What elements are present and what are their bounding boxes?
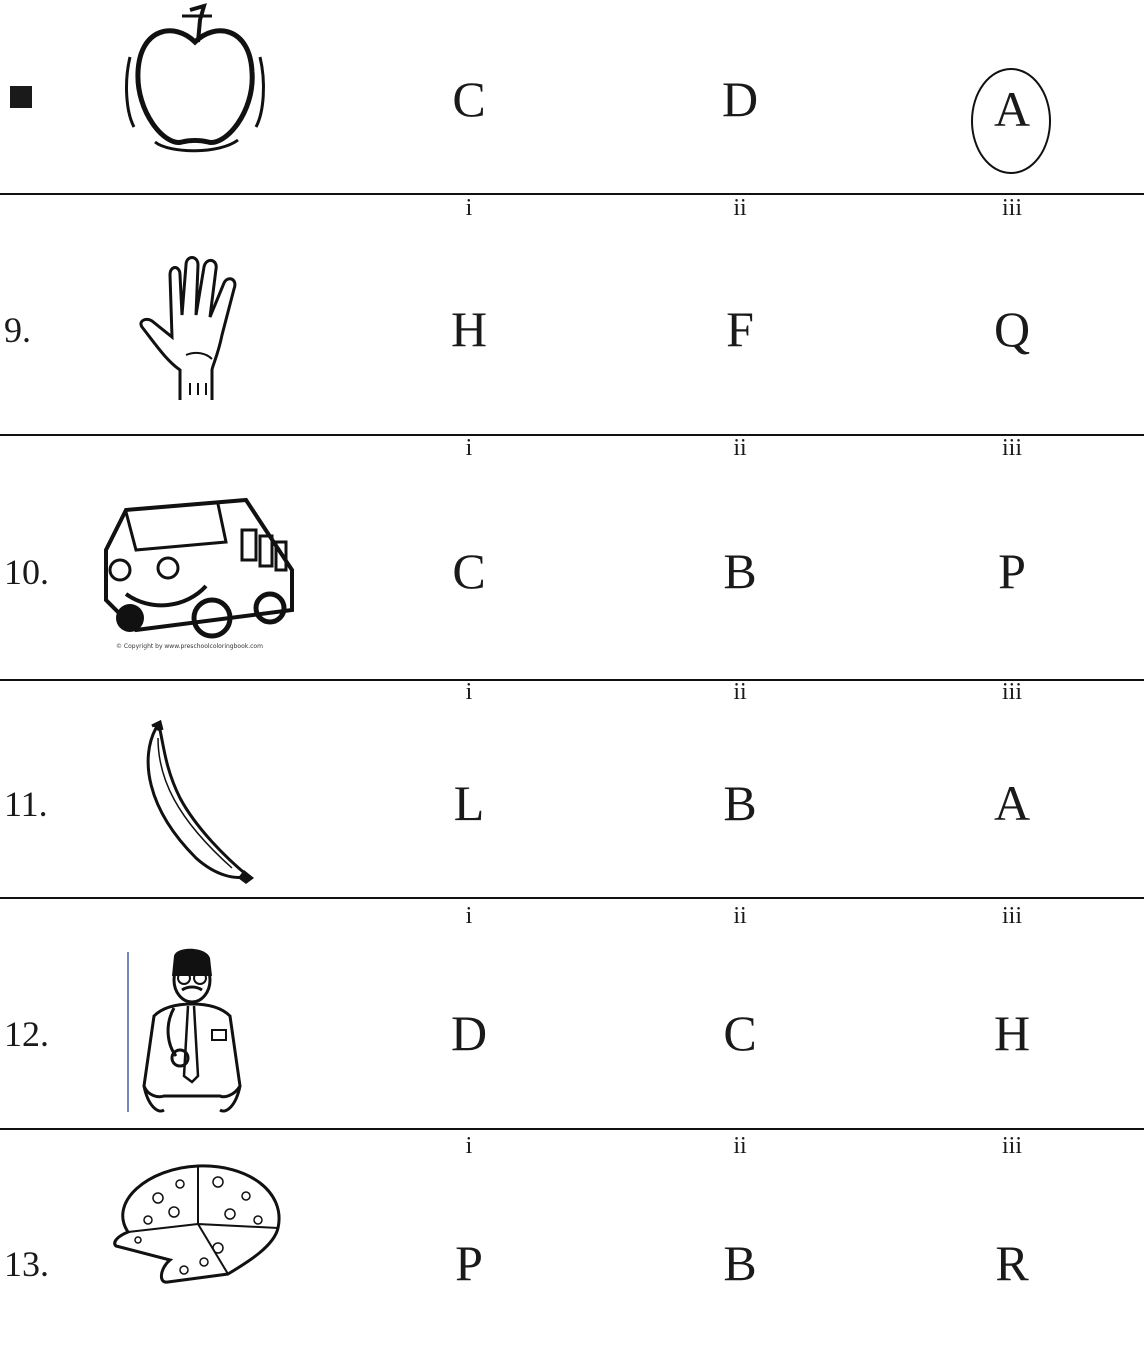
- choice-letter: P: [455, 1235, 483, 1291]
- question-number: 12.: [4, 1014, 49, 1054]
- option-label: i: [465, 1133, 473, 1159]
- question-number: 11.: [4, 784, 48, 824]
- choice-letter: B: [723, 1235, 757, 1291]
- option-label: ii: [733, 679, 747, 705]
- choice-letter: Q: [993, 301, 1031, 357]
- choice-letter: P: [998, 543, 1026, 599]
- choice-letter: C: [452, 71, 486, 127]
- choice-letter: A: [993, 775, 1031, 831]
- option-label: ii: [733, 195, 747, 221]
- choice-letter: B: [723, 543, 757, 599]
- row-divider: [0, 897, 1144, 899]
- choice-letter: H: [993, 1005, 1031, 1061]
- example-bullet: [10, 86, 32, 108]
- bus-picture: [96, 490, 300, 650]
- row-divider: [0, 434, 1144, 436]
- apple-picture: [120, 2, 270, 157]
- choice-letter: F: [726, 301, 754, 357]
- choice-letter: C: [723, 1005, 757, 1061]
- choice-letter: L: [453, 775, 485, 831]
- doctor-picture: [124, 946, 254, 1118]
- choice-letter: D: [450, 1005, 488, 1061]
- choice-letter: C: [452, 543, 486, 599]
- option-label: ii: [733, 1133, 747, 1159]
- option-label: ii: [733, 903, 747, 929]
- choice-letter: R: [995, 1235, 1029, 1291]
- row-divider: [0, 1128, 1144, 1130]
- option-label: iii: [1001, 195, 1022, 221]
- option-label: iii: [1001, 679, 1022, 705]
- option-label: i: [465, 903, 473, 929]
- choice-letter: D: [721, 71, 759, 127]
- choice-letter: H: [450, 301, 488, 357]
- question-number: 9.: [4, 310, 31, 350]
- banana-picture: [136, 718, 262, 886]
- option-label: iii: [1001, 903, 1022, 929]
- option-label: ii: [733, 435, 747, 461]
- option-label: i: [465, 435, 473, 461]
- option-label: i: [465, 195, 473, 221]
- row-divider: [0, 193, 1144, 195]
- pizza-picture: [108, 1162, 284, 1288]
- option-label: iii: [1001, 1133, 1022, 1159]
- row-divider: [0, 679, 1144, 681]
- answer-circle: [971, 68, 1051, 174]
- choice-letter: B: [723, 775, 757, 831]
- choice-letter: A: [993, 81, 1031, 137]
- option-label: i: [465, 679, 473, 705]
- question-number: 13.: [4, 1244, 49, 1284]
- bus-copyright-text: © Copyright by www.preschoolcoloringbook.com: [116, 643, 263, 650]
- option-label: iii: [1001, 435, 1022, 461]
- hand-picture: [136, 255, 248, 405]
- question-number: 10.: [4, 552, 49, 592]
